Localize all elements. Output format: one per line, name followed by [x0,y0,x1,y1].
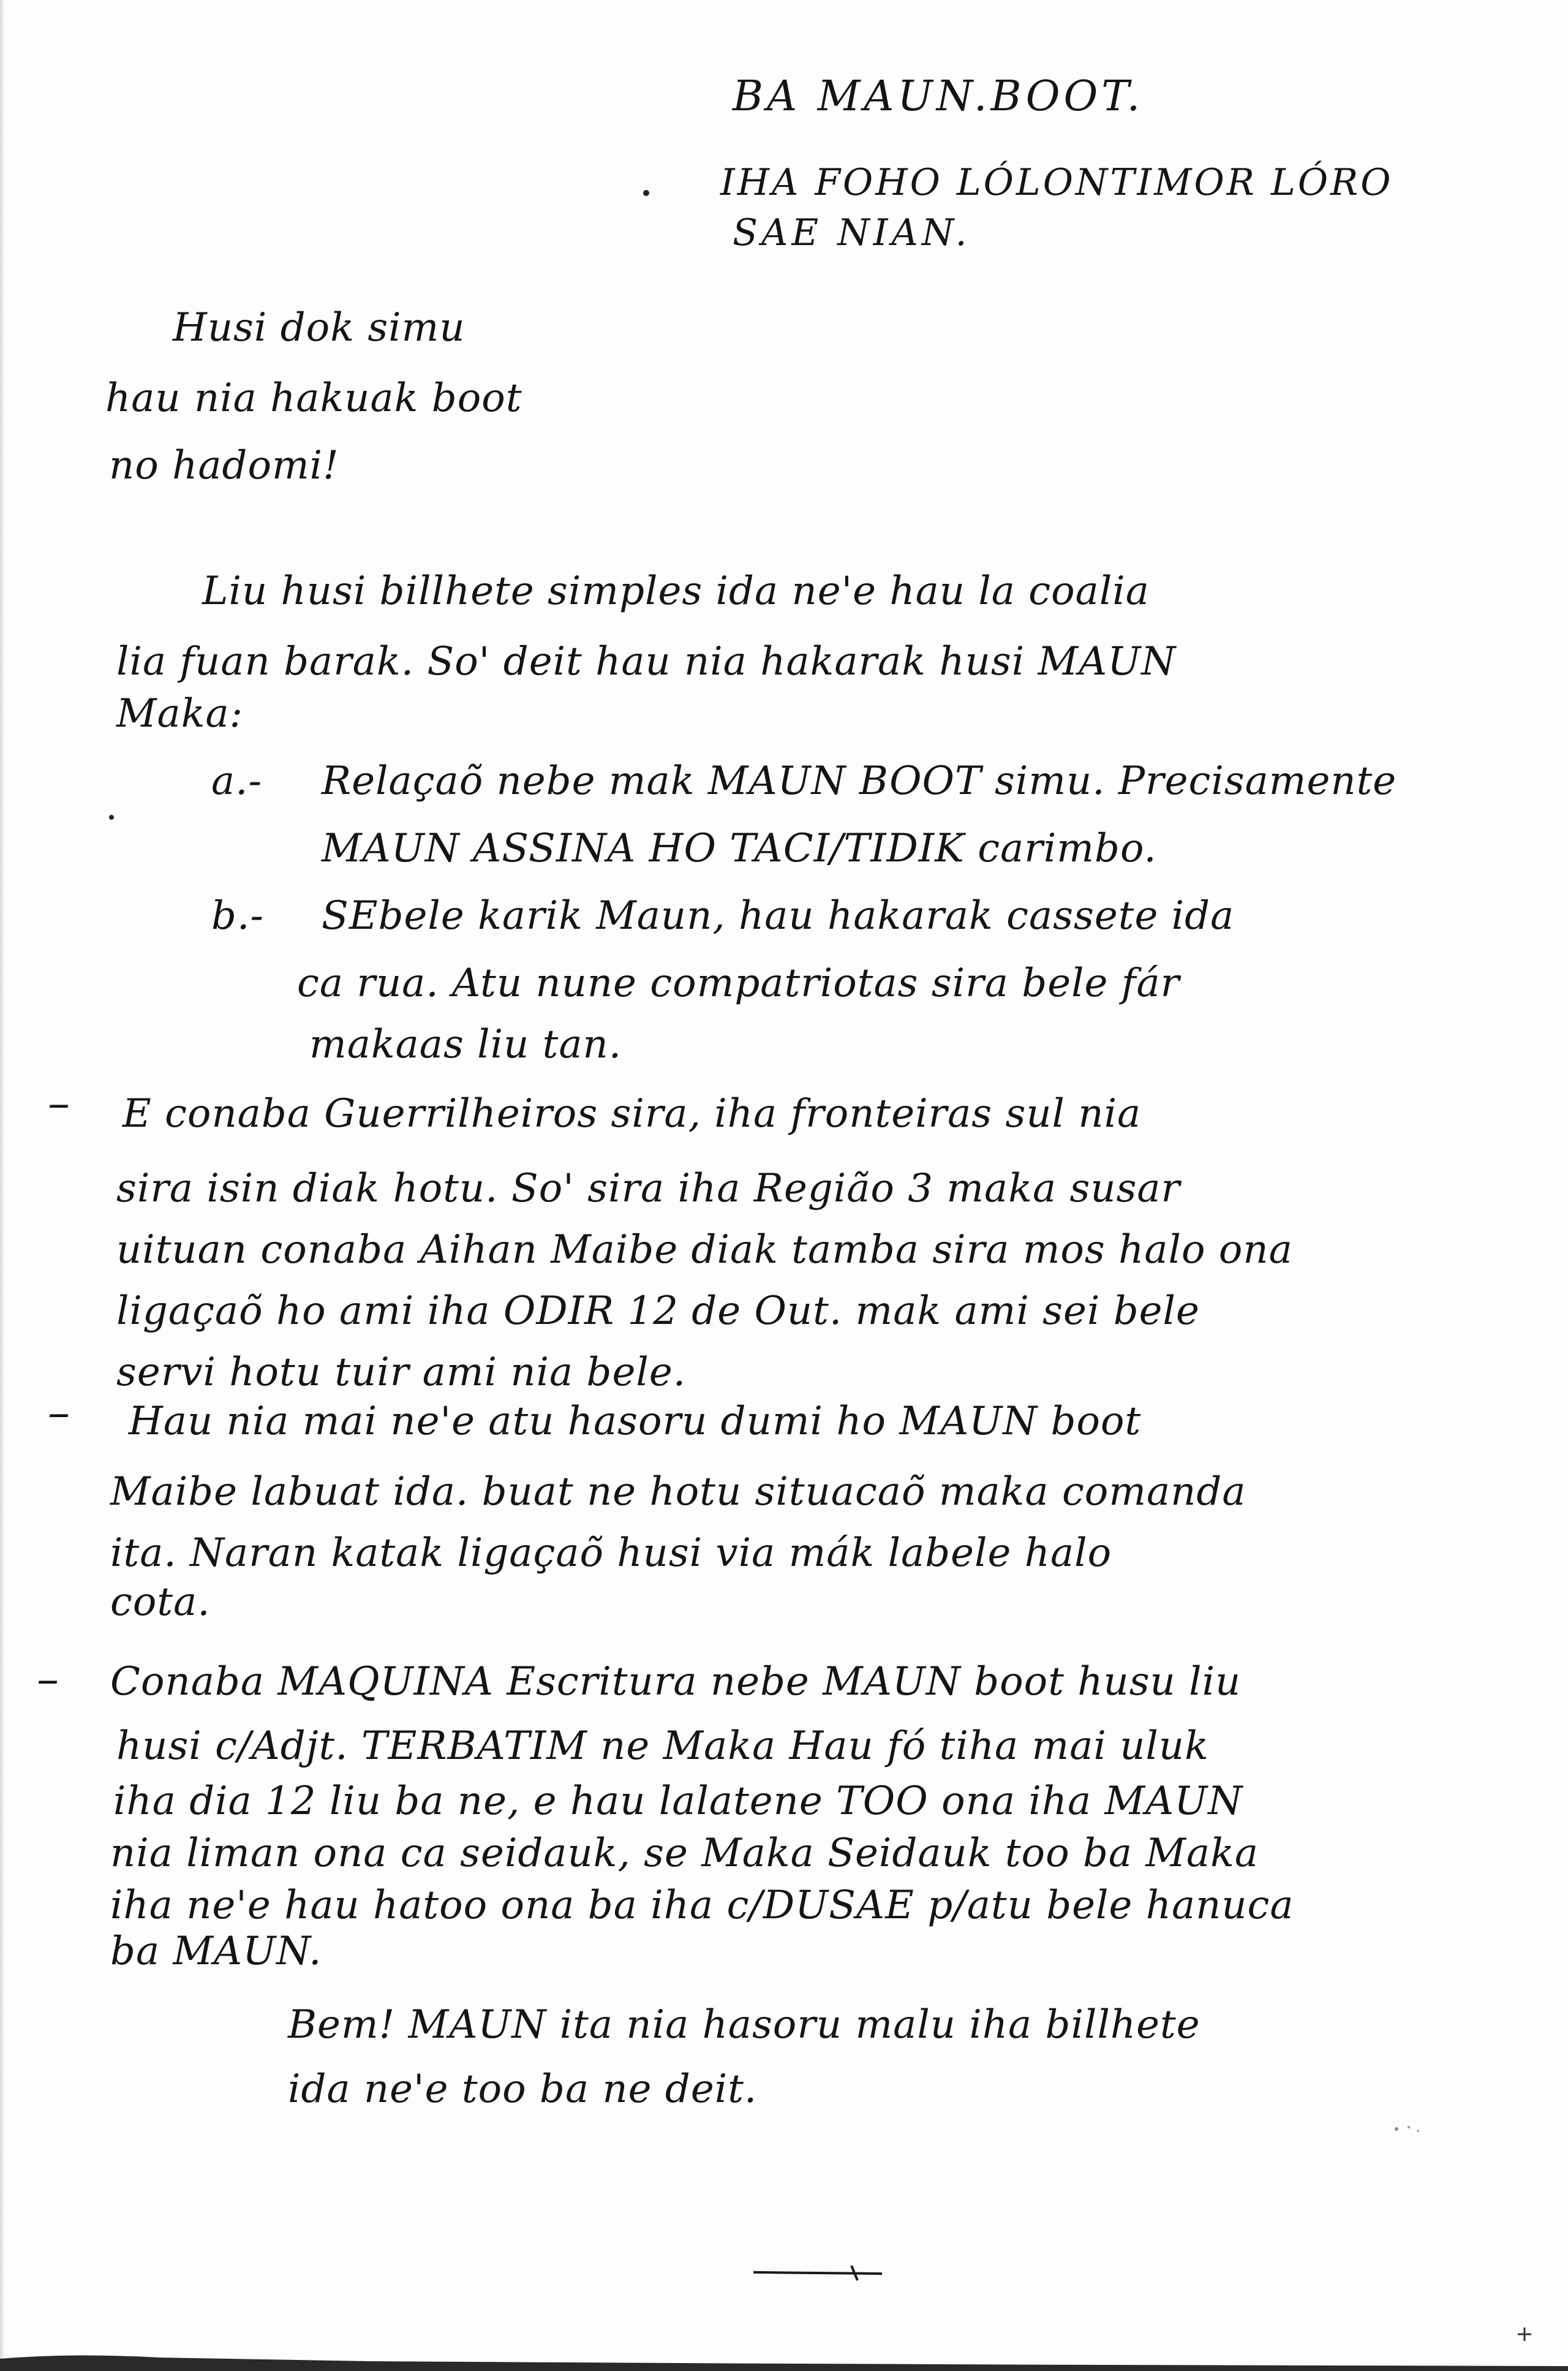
header-line-1: BA MAUN.BOOT. [733,72,1144,121]
paragraph-dash: – [48,1386,70,1438]
maquina-line-1: Conaba MAQUINA Escritura nebe MAUN boot husu liu [110,1659,1242,1704]
hau-nia-line-2: Maibe labuat ida. buat ne hotu situacaõ maka comanda [110,1469,1246,1514]
intro-line-2: lia fuan barak. So' deit hau nia hakarak husi MAUN [116,639,1177,684]
closing-line-1: Bem! MAUN ita nia hasoru malu iha billhete [288,2002,1200,2048]
item-a-marker: a.- [211,758,263,804]
maquina-line-5: iha ne'e hau hatoo ona ba iha c/DUSAE p/atu bele hanuca [110,1883,1294,1928]
hau-nia-line-1: Hau nia mai ne'e atu hasoru dumi ho MAUN boot [129,1399,1142,1444]
paragraph-dash: – [37,1653,59,1704]
paragraph-dash: – [48,1077,70,1129]
hau-nia-line-3: ita. Naran katak ligaçaõ husi via mák labele halo [110,1530,1112,1576]
item-b-line-3: makaas liu tan. [309,1022,622,1067]
item-b-line-1: SEbele karik Maun, hau hakarak cassete ida [322,893,1235,939]
maquina-line-6: ba MAUN. [110,1929,322,1974]
maquina-line-4: nia liman ona ca seidauk, se Maka Seidauk too ba Maka [110,1831,1259,1876]
header-line-2: IHA FOHO LÓLONTIMOR LÓRO [720,161,1393,204]
item-b-line-2: ca rua. Atu nune compatriotas sira bele fár [297,961,1180,1006]
ink-dot [109,815,114,820]
ink-dot [643,190,649,196]
guerrilheiros-line-3: uituan conaba Aihan Maibe diak tamba sira mos halo ona [116,1227,1293,1272]
guerrilheiros-line-5: servi hotu tuir ami nia bele. [116,1350,687,1395]
page-bottom-edge [0,2334,1568,2371]
guerrilheiros-line-2: sira isin diak hotu. So' sira iha Região 3 maka susar [116,1166,1181,1211]
item-a-line-1: Relaçaõ nebe mak MAUN BOOT simu. Precisamente [322,758,1397,804]
hau-nia-line-4: cota. [110,1579,211,1625]
scan-speck [1390,2120,1427,2138]
greeting-line-3: no hadomi! [109,443,339,488]
guerrilheiros-line-1: E conaba Guerrilheiros sira, iha fronteiras sul nia [123,1091,1142,1136]
maquina-line-3: iha dia 12 liu ba ne, e hau lalatene TOO ona iha MAUN [113,1779,1243,1824]
page-edge-shadow [0,0,5,2371]
closing-line-2: ida ne'e too ba ne deit. [288,2067,758,2112]
item-b-marker: b.- [211,893,264,939]
intro-line-3: Maka: [116,691,244,736]
intro-line-1: Liu husi billhete simples ida ne'e hau la coalia [202,569,1150,614]
greeting-line-2: hau nia hakuak boot [105,376,522,421]
greeting-line-1: Husi dok simu [173,305,466,350]
guerrilheiros-line-4: ligaçaõ ho ami iha ODIR 12 de Out. mak ami sei bele [116,1288,1200,1334]
item-a-line-2: MAUN ASSINA HO TACI/TIDIK carimbo. [322,826,1157,871]
closing-stroke-tick [845,2261,870,2285]
maquina-line-2: husi c/Adjt. TERBATIM ne Maka Hau fó tiha mai uluk [116,1723,1209,1769]
header-line-3: SAE NIAN. [733,211,971,254]
